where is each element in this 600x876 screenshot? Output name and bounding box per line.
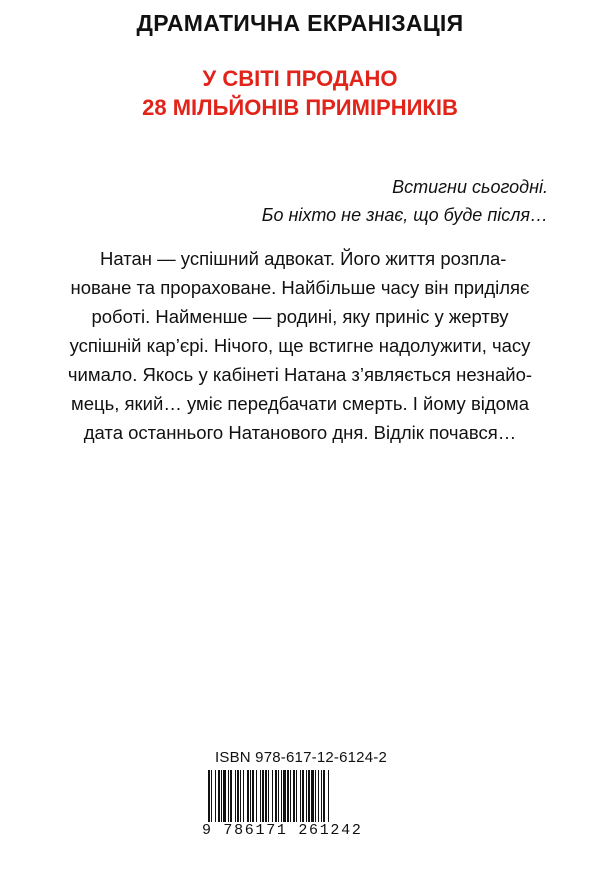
barcode-bar — [215, 770, 216, 822]
barcode-bar — [235, 770, 236, 822]
barcode-bar — [293, 770, 295, 822]
isbn-label: ISBN 978-617-12-6124-2 — [215, 749, 388, 766]
barcode-bar — [287, 770, 289, 822]
blurb-line: роботі. Найменше — родині, яку приніс у жертву — [91, 306, 509, 327]
barcode-bar — [311, 770, 314, 822]
barcode-bar — [256, 770, 257, 822]
sales-line-2: 28 МІЛЬЙОНІВ ПРИМІРНИКІВ — [142, 95, 458, 120]
barcode-bar — [283, 770, 286, 822]
barcode-bar — [302, 770, 304, 822]
barcode-bar — [218, 770, 220, 822]
barcode-bar — [321, 770, 322, 822]
blurb-line: новане та прораховане. Найбільше часу він приділяє — [70, 277, 530, 298]
barcode-bar — [228, 770, 229, 822]
barcode-bar — [262, 770, 264, 822]
barcode-bar — [230, 770, 232, 822]
barcode-bar — [252, 770, 254, 822]
sales-line-1: У СВІТІ ПРОДАНО — [202, 66, 398, 91]
blurb-line: дата останнього Натанового дня. Відлік почався… — [83, 422, 517, 443]
barcode-bar — [265, 770, 267, 822]
blurb-line: Натан — успішний адвокат. Його життя розпла- — [100, 248, 507, 269]
barcode-bar — [290, 770, 291, 822]
barcode-bar — [250, 770, 251, 822]
barcode-bar — [247, 770, 249, 822]
blurb-line: успішній кар’єрі. Нічого, ще встигне надолужити, часу — [69, 335, 531, 356]
blurb-line: мець, який… уміє передбачати смерть. І йому відома — [71, 393, 529, 414]
cover-title: ДРАМАТИЧНА ЕКРАНІЗАЦІЯ — [136, 10, 464, 36]
barcode-bar — [260, 770, 261, 822]
blurb-line: чимало. Якось у кабінеті Натана з’являється незнайо- — [67, 364, 533, 385]
barcode-bar — [221, 770, 222, 822]
barcode-bar — [281, 770, 282, 822]
barcode-bar — [275, 770, 277, 822]
barcode-bar — [306, 770, 307, 822]
barcode-bar — [300, 770, 301, 822]
barcode-bar — [323, 770, 325, 822]
barcode-digits: 9 786171 261242 — [200, 822, 402, 839]
barcode-bar — [296, 770, 297, 822]
barcode-bar — [223, 770, 226, 822]
barcode-bar — [318, 770, 319, 822]
barcode-bar — [308, 770, 310, 822]
barcode-bar — [243, 770, 244, 822]
tagline-line-1: Встигни сьогодні. — [392, 177, 548, 197]
barcode-bar — [240, 770, 241, 822]
tagline-line-2: Бо ніхто не знає, що буде після… — [261, 205, 548, 225]
barcode-bar — [315, 770, 316, 822]
barcode-bar — [328, 770, 329, 822]
barcode-bar — [237, 770, 239, 822]
barcode-bar — [278, 770, 279, 822]
